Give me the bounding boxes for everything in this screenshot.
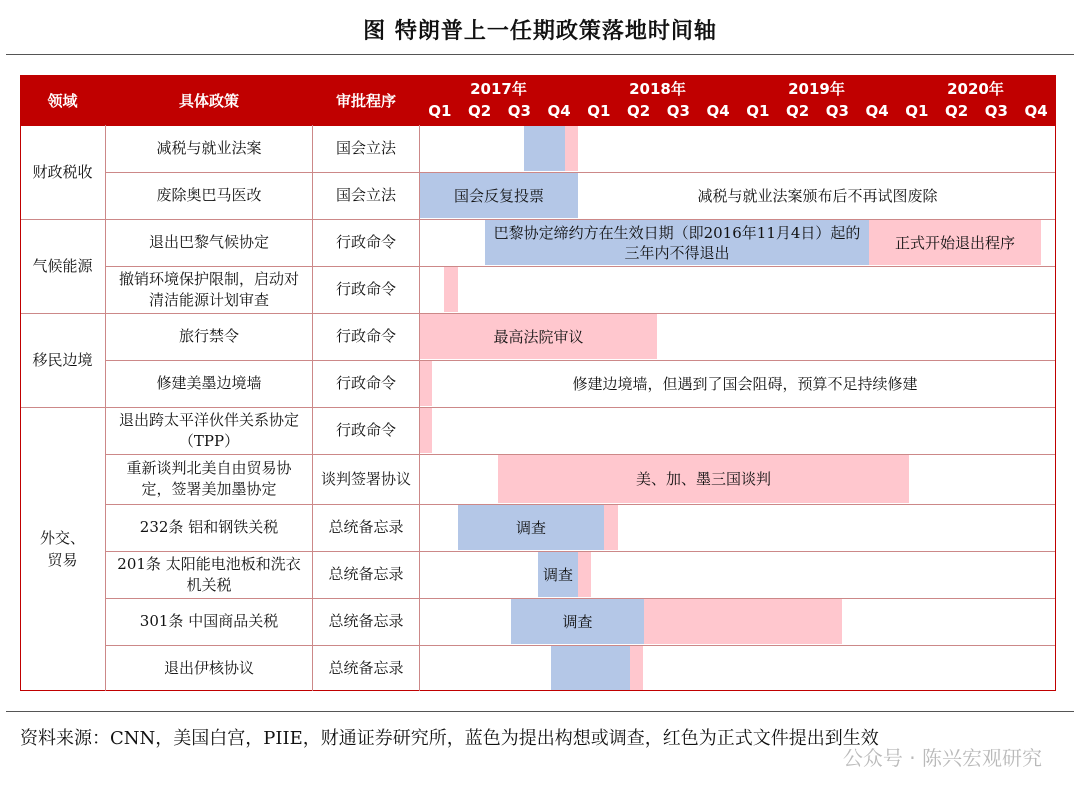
header-quarter: Q1	[428, 102, 452, 120]
header-quarter: Q3	[984, 102, 1008, 120]
bar-paris-exit: 正式开始退出程序	[869, 220, 1041, 265]
header-quarter: Q2	[945, 102, 969, 120]
header-quarter: Q2	[468, 102, 492, 120]
approval-cell: 国会立法	[335, 186, 396, 204]
bar-wall: 修建边境墙，但遇到了国会阻碍，预算不足持续修建	[572, 374, 918, 393]
approval-cell: 行政命令	[335, 374, 396, 392]
header-year: 2020年	[947, 80, 1004, 98]
policy-cell: 修建美墨边境墙	[156, 374, 262, 392]
bar-paris-wait: 巴黎协定缔约方在生效日期（即2016年11月4日）起的三年内不得退出	[485, 220, 869, 265]
approval-cell: 行政命令	[335, 280, 396, 298]
header-quarter: Q3	[825, 102, 849, 120]
header-quarter: Q1	[905, 102, 929, 120]
bar-201-tariff	[578, 552, 591, 597]
domain-immigration: 移民边境	[32, 351, 93, 369]
header-quarter: Q4	[547, 102, 571, 120]
bar-201-investigation: 调查	[538, 552, 578, 597]
header-year: 2017年	[470, 80, 527, 98]
approval-cell: 总统备忘录	[328, 518, 404, 536]
bar-iran-proposal	[551, 646, 630, 690]
bar-232-investigation: 调查	[458, 505, 604, 550]
policy-cell: 重新谈判北美自由贸易协定，签署美加墨协定	[126, 459, 292, 498]
header-year: 2018年	[629, 80, 686, 98]
policy-cell: 退出伊核协议	[163, 658, 254, 677]
header-quarter: Q4	[1024, 102, 1048, 120]
policy-cell: 撤销环境保护限制，启动对清洁能源计划审查	[118, 269, 299, 309]
header-quarter: Q1	[587, 102, 611, 120]
policy-cell: 旅行禁令	[178, 327, 239, 345]
bar-repeal-vote: 国会反复投票	[420, 173, 578, 218]
approval-cell: 总统备忘录	[328, 658, 404, 677]
approval-cell: 国会立法	[335, 139, 396, 157]
header-quarter: Q2	[786, 102, 810, 120]
approval-cell: 总统备忘录	[328, 565, 404, 583]
approval-cell: 总统备忘录	[328, 612, 404, 630]
header-approval: 审批程序	[335, 92, 396, 110]
figure-title: 图 特朗普上一任期政策落地时间轴	[363, 19, 717, 44]
header-quarter: Q2	[627, 102, 651, 120]
top-rule	[6, 54, 1074, 55]
watermark: 公众号 · 陈兴宏观研究	[842, 746, 1042, 770]
bar-iran-exit	[630, 646, 643, 690]
header-quarter: Q3	[666, 102, 690, 120]
policy-cell: 减税与就业法案	[156, 139, 262, 157]
bar-tpp	[420, 408, 432, 453]
domain-trade: 外交、贸易	[39, 529, 85, 569]
header-quarter: Q1	[746, 102, 770, 120]
policy-cell: 退出巴黎气候协定	[148, 233, 269, 251]
source-note: 资料来源：CNN，美国白宫，PIIE，财通证券研究所，蓝色为提出构想或调查，红色为正式文件提出到生效	[20, 728, 879, 749]
header-quarter: Q4	[865, 102, 889, 120]
policy-cell: 301条 中国商品关税	[139, 612, 279, 630]
bar-301-investigation: 调查	[511, 599, 644, 644]
policy-cell: 232条 铝和钢铁关税	[139, 518, 279, 536]
bar-travel-court: 最高法院审议	[420, 314, 657, 359]
header-year: 2019年	[788, 80, 845, 98]
header-quarter: Q4	[706, 102, 730, 120]
bar-tax-enacted	[565, 126, 578, 171]
bottom-rule	[6, 711, 1074, 712]
bar-232-tariff	[604, 505, 618, 550]
approval-cell: 行政命令	[335, 421, 396, 439]
approval-cell: 行政命令	[335, 327, 396, 345]
policy-cell: 废除奥巴马医改	[156, 186, 262, 204]
approval-cell: 行政命令	[335, 233, 396, 251]
bar-301-tariff	[644, 599, 842, 644]
header-quarter: Q3	[507, 102, 531, 120]
bar-tax-proposal	[524, 126, 565, 171]
bar-wall-start	[420, 361, 432, 406]
bar-repeal-after: 减税与就业法案颁布后不再试图废除	[697, 186, 938, 205]
domain-fiscal: 财政税收	[32, 163, 93, 181]
bar-usmca: 美、加、墨三国谈判	[498, 455, 909, 503]
domain-climate: 气候能源	[32, 257, 93, 275]
approval-cell: 谈判签署协议	[320, 469, 411, 488]
bar-environment	[444, 267, 458, 312]
policy-cell: 201条 太阳能电池板和洗衣机关税	[117, 554, 301, 594]
header-policy: 具体政策	[178, 92, 239, 110]
policy-cell: 退出跨太平洋伙伴关系协定（TPP）	[118, 410, 299, 450]
header-domain: 领域	[47, 92, 78, 110]
